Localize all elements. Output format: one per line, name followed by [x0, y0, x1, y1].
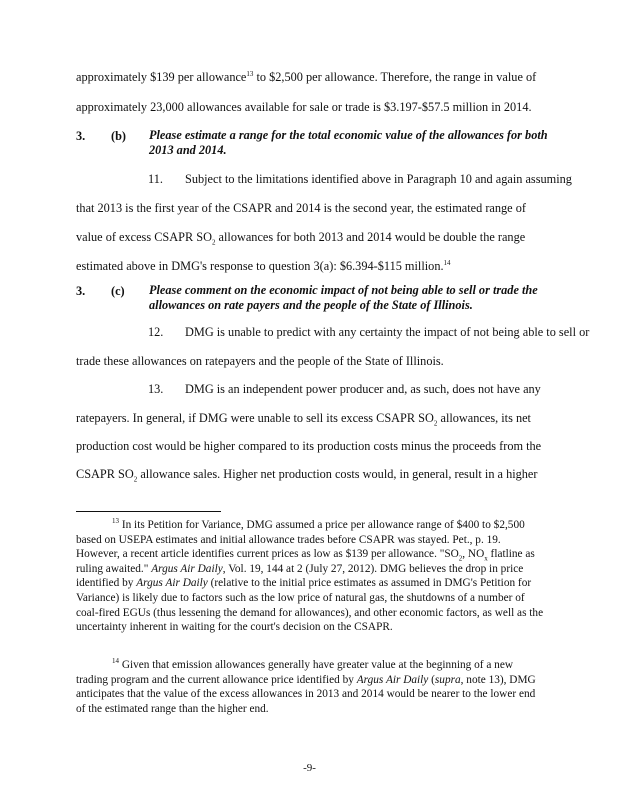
p11-line-2: that 2013 is the first year of the CSAPR and 2014 is the second year, the estimated range of — [76, 201, 526, 215]
footnote-separator — [76, 511, 221, 512]
p13-line-3: production cost would be higher compared to its production costs minus the proceeds from the — [76, 439, 542, 453]
p13-line-4: CSAPR $SO_2$ allowance sales. Higher net production costs would, in general, result in a higher — [76, 467, 538, 484]
p12-number: 12. — [148, 325, 164, 339]
p13-number: 13. — [148, 382, 164, 396]
p11-line-1: Subject to the limitations identified above in Paragraph 10 and again assuming — [185, 172, 572, 186]
q3b-letter: (b) — [111, 129, 127, 143]
q3b-question: Please estimate a range for the total economic value of the allowances for both 2013 and 2014. — [149, 128, 548, 157]
footnote-13: $^{13}$ In its Petition for Variance, DMG assumed a price per allowance range of $400 to $2,500 based on USEPA estimates and initial allowance trades before CSAPR was stayed. Pet., p. 19. However, a recent article identifies current prices as low as $139 per allowance. "$SO_2$, $NO_x$ flatline as ruling awaited." Argus Air Daily, Vol. 19, 144 at 2 (July 27, 2012). DMG believes the drop in price identified by Argus Air Daily (relative to the initial price estimates as assumed in DMG's Petition for Variance) is likely due to factors such as the low price of natural gas, the shutdowns of a number of coal-fired EGUs (thus lessening the demand for allowances), and other economic factors, as well as the uncertainty inherent in waiting for the court's decision on the CSAPR. — [76, 517, 544, 634]
p13-line-2: ratepayers. In general, if DMG were unable to sell its excess CSAPR $SO_2$ allowances, its net — [76, 411, 531, 428]
q3c-number: 3. — [76, 284, 86, 298]
p10-line-1: approximately $139 per allowance$^{13}$ to $2,500 per allowance. Therefore, the range in value of — [76, 69, 537, 84]
footnote-marker: 13 — [112, 517, 119, 526]
page-number: -9- — [303, 762, 316, 774]
p12-line-1: DMG is unable to predict with any certainty the impact of not being able to sell or — [185, 325, 590, 339]
p11-line-4: estimated above in DMG's response to question 3(a): $6.394-$115 million.$^{14}$ — [76, 258, 451, 273]
footnote-14: $^{14}$ Given that emission allowances generally have greater value at the beginning of a new trading program and the current allowance price identified by Argus Air Daily (supra, note 13), DMG anticipates that the value of the excess allowances in 2013 and 2014 would be nearer to the lower end of the estimated range than the higher end. — [76, 657, 536, 715]
p12-line-2: trade these allowances on ratepayers and the people of the State of Illinois. — [76, 354, 444, 368]
p13-line-1: DMG is an independent power producer and, as such, does not have any — [185, 382, 541, 396]
p11-line-3: value of excess CSAPR $SO_2$ allowances for both 2013 and 2014 would be double the range — [76, 230, 526, 247]
p10-line-2: approximately 23,000 allowances available for sale or trade is $3.197-$57.5 million in 2014. — [76, 100, 532, 114]
q3c-letter: (c) — [111, 284, 125, 298]
p11-number: 11. — [148, 172, 163, 186]
footnote-marker: 14 — [112, 657, 119, 666]
q3b-number: 3. — [76, 129, 86, 143]
q3c-question: Please comment on the economic impact of not being able to sell or trade the allowances on rate payers and the people of the State of Illinois. — [149, 283, 538, 312]
